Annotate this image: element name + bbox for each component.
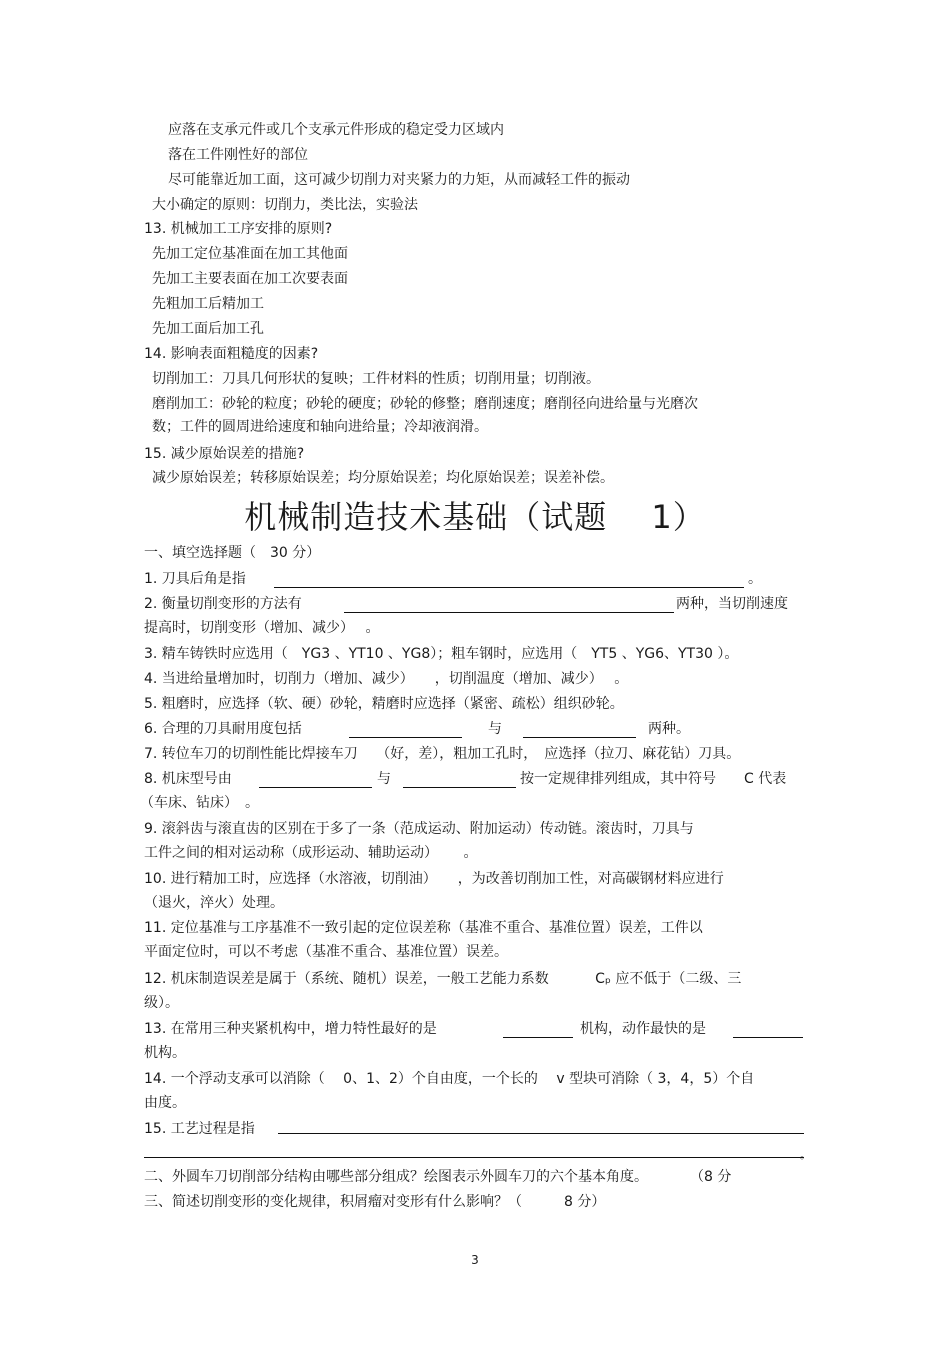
text-line: 尽可能靠近加工面，这可减少切削力对夹紧力的力矩，从而减轻工件的振动 [168, 172, 630, 188]
question-heading: 15. 减少原始误差的措施? [144, 446, 305, 462]
question-heading: 13. 机械加工工序安排的原则? [144, 221, 333, 237]
question-1-end: 。 [748, 571, 762, 587]
section-heading: 一、填空选择题（ 30 分） [144, 545, 321, 561]
question-7: 7. 转位车刀的切削性能比焊接车刀 （好，差），粗加工孔时， 应选择（拉刀、麻花钻）刀具。 [144, 746, 741, 762]
question-13-cont: 机构，动作最快的是 [580, 1021, 706, 1037]
question-4: 4. 当进给量增加时，切削力（增加、减少） ，切削温度（增加、减少） 。 [144, 671, 629, 687]
answer-blank [144, 1157, 804, 1158]
question-10-line2: （退火，淬火）处理。 [144, 895, 284, 911]
text-line: 先粗加工后精加工 [152, 296, 264, 312]
question-13-line2: 机构。 [144, 1045, 186, 1061]
text-line: 数；工件的圆周进给速度和轴向进给量；冷却液润滑。 [152, 419, 488, 435]
question-2-cont: 两种，当切削速度 [676, 596, 788, 612]
question-9: 9. 滚斜齿与滚直齿的区别在于多了一条（范成运动、附加运动）传动链。滚齿时，刀具与 [144, 821, 694, 837]
question-6-end: 两种。 [648, 721, 690, 737]
text-line: 先加工定位基准面在加工其他面 [152, 246, 348, 262]
exam-title: 机械制造技术基础（试题 1） [244, 498, 706, 536]
answer-blank [523, 737, 636, 738]
question-3: 3. 精车铸铁时应选用（ YG3 、YT10 、YG8）；粗车钢时，应选用（ YT5 、YG6、YT30 ）。 [144, 646, 739, 662]
question-6-and: 与 [488, 721, 502, 737]
question-13: 13. 在常用三种夹紧机构中，增力特性最好的是 [144, 1021, 437, 1037]
question-12-line2: 级）。 [144, 995, 179, 1011]
question-heading: 14. 影响表面粗糙度的因素? [144, 346, 319, 362]
question-11-line2: 平面定位时，可以不考虑（基准不重合、基准位置）误差。 [144, 944, 508, 960]
answer-blank [503, 1037, 573, 1038]
answer-blank [349, 737, 462, 738]
question-8-and: 与 [377, 771, 391, 787]
answer-blank [278, 1133, 804, 1134]
question-9-line2: 工件之间的相对运动称（成形运动、辅助运动） 。 [144, 845, 478, 861]
question-2-line2: 提高时，切削变形（增加、减少） 。 [144, 620, 380, 636]
question-2: 2. 衡量切削变形的方法有 [144, 596, 302, 612]
question-8-cont: 按一定规律排列组成，其中符号 C 代表 [520, 771, 787, 787]
text-line: 应落在支承元件或几个支承元件形成的稳定受力区域内 [168, 122, 504, 138]
question-6: 6. 合理的刀具耐用度包括 [144, 721, 302, 737]
question-1: 1. 刀具后角是指 [144, 571, 246, 587]
answer-blank [733, 1037, 803, 1038]
question-5: 5. 粗磨时，应选择（软、硬）砂轮，精磨时应选择（紧密、疏松）组织砂轮。 [144, 696, 624, 712]
text-line: 大小确定的原则：切削力，类比法，实验法 [152, 197, 418, 213]
question-11: 11. 定位基准与工序基准不一致引起的定位误差称（基准不重合、基准位置）误差，工件以 [144, 920, 703, 936]
section-3-heading: 三、简述切削变形的变化规律，积屑瘤对变形有什么影响？（ 8 分） [144, 1194, 606, 1210]
text-line: 先加工主要表面在加工次要表面 [152, 271, 348, 287]
text-line: 减少原始误差；转移原始误差；均分原始误差；均化原始误差；误差补偿。 [152, 470, 614, 486]
section-2-heading: 二、外圆车刀切削部分结构由哪些部分组成？绘图表示外圆车刀的六个基本角度。 （8 分 [144, 1169, 732, 1185]
text-line: 先加工面后加工孔 [152, 321, 264, 337]
question-12: 12. 机床制造误差是属于（系统、随机）误差，一般工艺能力系数 Cₚ 应不低于（二级、三 [144, 971, 742, 987]
answer-blank [403, 787, 516, 788]
question-10: 10. 进行精加工时，应选择（水溶液，切削油） ，为改善切削加工性，对高碳钢材料应进行 [144, 871, 724, 887]
question-15: 15. 工艺过程是指 [144, 1121, 255, 1137]
text-line: 落在工件刚性好的部位 [168, 147, 308, 163]
question-8-line2: （车床、钻床） 。 [140, 795, 259, 811]
question-14: 14. 一个浮动支承可以消除（ 0、1、2）个自由度，一个长的 v 型块可消除（ 3，4，5）个自 [144, 1071, 755, 1087]
question-14-line2: 由度。 [144, 1095, 186, 1111]
text-line: 磨削加工：砂轮的粒度；砂轮的硬度；砂轮的修整；磨削速度；磨削径向进给量与光磨次 [152, 396, 698, 412]
answer-blank [274, 587, 744, 588]
answer-blank [344, 612, 674, 613]
page-number: 3 [471, 1253, 479, 1267]
question-8: 8. 机床型号由 [144, 771, 232, 787]
answer-blank [259, 787, 372, 788]
question-15-end: 。 [800, 1148, 811, 1161]
text-line: 切削加工：刀具几何形状的复映；工件材料的性质；切削用量；切削液。 [152, 371, 600, 387]
